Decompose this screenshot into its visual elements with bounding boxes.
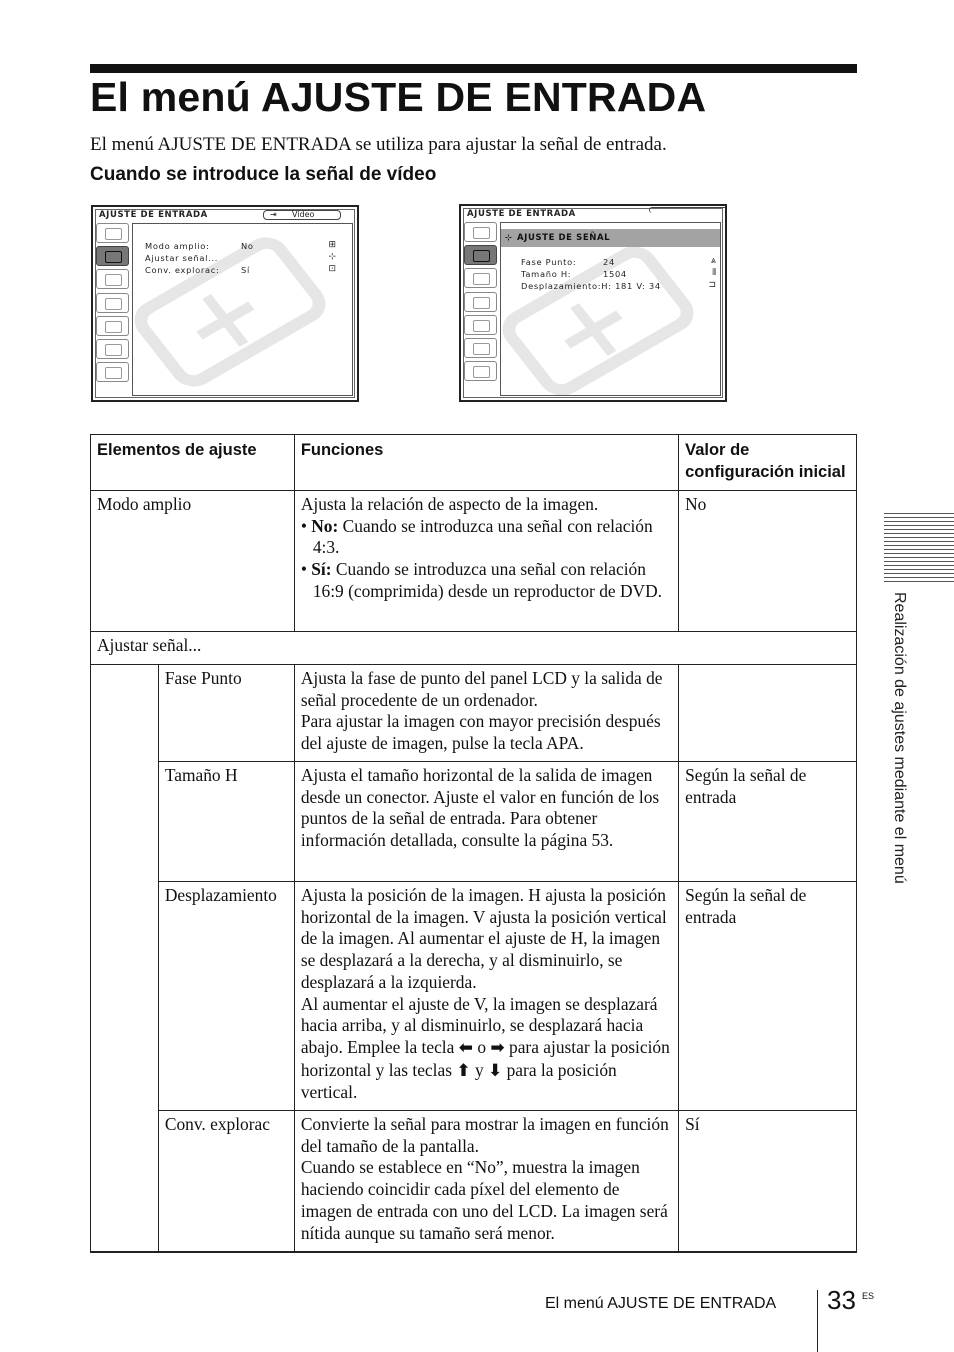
menu-row-label: Conv. explorac:	[145, 265, 220, 275]
row-name: Modo amplio	[91, 491, 295, 632]
picture-menu-icon	[464, 222, 497, 242]
dot-phase-icon: ⩓	[710, 256, 716, 266]
row-name: Tamaño H	[158, 762, 294, 882]
input-setting-menu-icon	[464, 245, 497, 265]
header-valor-line2: configuración inicial	[685, 463, 846, 481]
table-row	[91, 1111, 857, 1252]
row-function	[294, 491, 678, 632]
table-row	[91, 882, 857, 1111]
arrow-up-icon: ⬆	[456, 1060, 471, 1081]
signal-adjust-icon: ⊹	[328, 252, 336, 262]
menu-row-ajustar-senal	[145, 253, 241, 263]
menu-screenshot-video	[91, 205, 359, 402]
row-function-text: Convierte la señal para mostrar la imagen en función del tamaño de la pantalla.	[300, 1114, 669, 1156]
installation-menu-icon	[96, 316, 129, 336]
input-label: Video	[292, 210, 315, 219]
table-row	[91, 491, 857, 632]
row-function-text: Cuando se establece en “No”, muestra la imagen haciendo coincidir cada píxel del elemento de imagen de entrada con uno del LCD. La imagen será nítida aunque su tamaño será menor.	[300, 1157, 668, 1243]
menu-row-modo-amplio	[145, 241, 254, 251]
text-span: para ajustar la posición horizontal y las teclas	[300, 1036, 670, 1080]
lamp-menu-icon	[464, 361, 497, 381]
menu-main-panel	[132, 223, 353, 396]
row-function-text: Ajusta la posición de la imagen. H ajusta la posición horizontal de la imagen. V ajusta la posición vertical de la imagen. Al aumentar el ajuste de H, la imagen se desplazará a la derecha, y al disminuirlo, se desplazará a la izquierda.	[300, 885, 667, 992]
table-group-row	[91, 632, 857, 665]
row-name: Desplazamiento	[158, 882, 294, 1111]
menu-sidebar	[96, 223, 129, 385]
row-function-text	[301, 994, 672, 1105]
header-valor	[679, 435, 857, 491]
submenu-title-bar	[501, 229, 720, 247]
bullet-item: • Sí: Cuando se introduzca una señal con relación 16:9 (comprimida) desde un reproductor de DVD.	[300, 559, 662, 601]
indent-cell	[91, 1111, 159, 1252]
row-default	[679, 665, 857, 762]
footer-section-title: El menú AJUSTE DE ENTRADA	[545, 1295, 777, 1312]
table-row	[91, 762, 857, 882]
title-rule	[90, 64, 857, 73]
row-function	[294, 665, 678, 762]
menu-row-label: Ajustar señal...	[145, 253, 219, 263]
menu-main-panel	[500, 222, 721, 396]
setup-menu-icon	[464, 292, 497, 312]
menu-row-desplazamiento	[521, 281, 661, 291]
text-span: para la posición vertical.	[300, 1059, 617, 1103]
input-indicator	[263, 210, 341, 220]
input-icon: ⇥	[270, 210, 277, 219]
bullet-term: No:	[311, 515, 339, 536]
menu-header: AJUSTE DE ENTRADA	[99, 210, 208, 220]
row-default: No	[679, 491, 857, 632]
bullet-text: Cuando se introduzca una señal con relación 16:9 (comprimida) desde un reproductor de DVD.	[312, 559, 662, 601]
menu-row-label: Fase Punto:	[521, 257, 577, 267]
chapter-tab-label: Realización de ajustes mediante el menú	[891, 592, 908, 884]
menu-row-value: 1504	[603, 269, 627, 279]
page-language: ES	[862, 1291, 875, 1301]
row-name: Conv. explorac	[158, 1111, 294, 1252]
info-menu-icon	[96, 339, 129, 359]
section-heading: Cuando se introduce la señal de vídeo	[90, 164, 437, 185]
scan-convert-icon: ⊡	[328, 264, 336, 274]
table-header-row	[91, 435, 857, 491]
signal-adjust-icon: ⊹	[505, 233, 513, 242]
row-function: Ajusta el tamaño horizontal de la salida de imagen desde un conector. Ajuste el valor en función de los puntos de la señal de entrada. Para obtener información detallada, consulte la página 53.	[294, 762, 678, 882]
row-name: Fase Punto	[158, 665, 294, 762]
bullet-term: Sí:	[311, 559, 332, 580]
menu-screenshot-signal	[459, 204, 727, 402]
bullet-text: Cuando se introduzca una señal con relación 4:3.	[312, 515, 653, 558]
menu-row-label: Desplazamiento:	[521, 281, 602, 291]
installation-menu-icon	[464, 315, 497, 335]
row-default: Sí	[679, 1111, 857, 1252]
menu-row-label: Modo amplio:	[145, 241, 210, 251]
row-function-text: Ajusta la relación de aspecto de la imagen.	[300, 494, 599, 514]
menu-row-value: Sí	[241, 265, 250, 275]
arrow-down-icon: ⬇	[488, 1060, 503, 1081]
wide-mode-icon: ⊞	[328, 240, 336, 250]
table-row	[91, 665, 857, 762]
bullet-item: • No: Cuando se introduzca una señal con relación 4:3.	[300, 515, 653, 558]
setup-menu-icon	[96, 293, 129, 313]
ceiling-menu-icon	[464, 268, 497, 288]
input-indicator	[649, 207, 727, 213]
menu-row-value: 24	[603, 257, 615, 267]
row-function-text: Ajusta la fase de punto del panel LCD y la salida de señal procedente de un ordenador.	[300, 668, 663, 710]
input-setting-menu-icon	[96, 246, 129, 266]
submenu-title: AJUSTE DE SEÑAL	[517, 233, 611, 243]
menu-row-value: H: 181 V: 34	[601, 281, 661, 291]
menu-row-tamano-h	[521, 269, 627, 279]
h-size-icon: ⫴	[712, 268, 716, 278]
menu-row-conv-explorac	[145, 265, 250, 275]
text-span: Al aumentar el ajuste de V, la imagen se desplazará hacia arriba, y al disminuirlo, se desplazará hacia abajo. Emplee la tecla	[300, 993, 658, 1057]
settings-table	[90, 434, 857, 1253]
header-elementos: Elementos de ajuste	[91, 435, 295, 491]
indent-cell	[91, 882, 159, 1111]
row-function-text: Para ajustar la imagen con mayor precisión después del ajuste de imagen, pulse la tecla APA.	[300, 711, 661, 754]
indent-cell	[91, 665, 159, 762]
intro-text: El menú AJUSTE DE ENTRADA se utiliza para ajustar la señal de entrada.	[90, 134, 667, 155]
lamp-menu-icon	[96, 362, 129, 382]
menu-row-value: No	[241, 241, 254, 251]
menu-header: AJUSTE DE ENTRADA	[467, 209, 576, 219]
header-funciones: Funciones	[294, 435, 678, 491]
text-span: y	[474, 1059, 484, 1080]
menu-row-label: Tamaño H:	[521, 269, 572, 279]
chapter-tab-marker	[884, 513, 954, 583]
row-function	[294, 1111, 678, 1252]
page-number: 33	[827, 1285, 856, 1315]
info-menu-icon	[464, 338, 497, 358]
header-valor-line1: Valor de	[685, 441, 750, 459]
page-title: El menú AJUSTE DE ENTRADA	[90, 74, 707, 120]
arrow-right-icon: ➡	[490, 1037, 505, 1058]
text-span: o	[477, 1036, 487, 1057]
indent-cell	[91, 762, 159, 882]
arrow-left-icon: ⬅	[458, 1037, 473, 1058]
menu-row-fase-punto	[521, 257, 615, 267]
row-function	[294, 882, 678, 1111]
ceiling-menu-icon	[96, 269, 129, 289]
shift-icon: ⊐	[708, 280, 716, 290]
group-name: Ajustar señal...	[91, 632, 857, 665]
menu-sidebar	[464, 222, 497, 384]
row-default: Según la señal de entrada	[679, 882, 857, 1111]
row-default: Según la señal de entrada	[679, 762, 857, 882]
footer-divider	[817, 1290, 818, 1352]
picture-menu-icon	[96, 223, 129, 243]
